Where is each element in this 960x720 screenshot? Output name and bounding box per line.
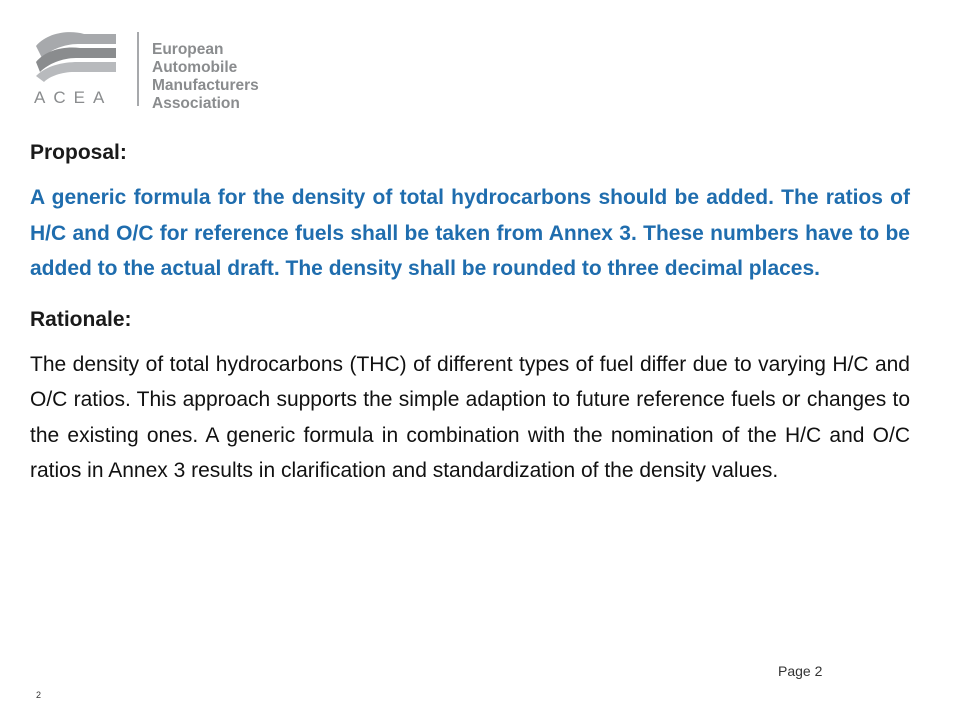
rationale-heading: Rationale:: [30, 307, 132, 331]
logo-divider: [137, 32, 139, 106]
logo-line-4: Association: [152, 95, 240, 112]
logo-line-2: Automobile: [152, 59, 238, 76]
acea-logo-mark-icon: [18, 28, 128, 88]
logo-line-1: European: [152, 41, 224, 58]
proposal-text: A generic formula for the density of total hydrocarbons should be added. The ratios of H/C and O/C for reference fuels shall be taken from Annex 3. These numbers have to be added to the actual draft. The density shall be rounded to three decimal places.: [30, 186, 910, 280]
page-label: Page 2: [778, 663, 823, 679]
rationale-text: The density of total hydrocarbons (THC) of different types of fuel differ due to varying H/C and O/C ratios. This approach supports the simple adaption to future reference fuels or changes to the existing ones. A generic formula in combination with the nomination of the H/C and O/C ratios in Annex 3 results in clarification and standardization of the density values.: [30, 352, 910, 482]
logo-org-name: [152, 41, 259, 113]
proposal-heading: Proposal:: [30, 141, 127, 164]
logo-line-3: Manufacturers: [152, 77, 259, 94]
slide-number: 2: [36, 690, 42, 700]
acea-logo: [18, 28, 259, 112]
logo-wordmark: ACEA: [34, 88, 113, 107]
slide-content: [30, 138, 910, 489]
